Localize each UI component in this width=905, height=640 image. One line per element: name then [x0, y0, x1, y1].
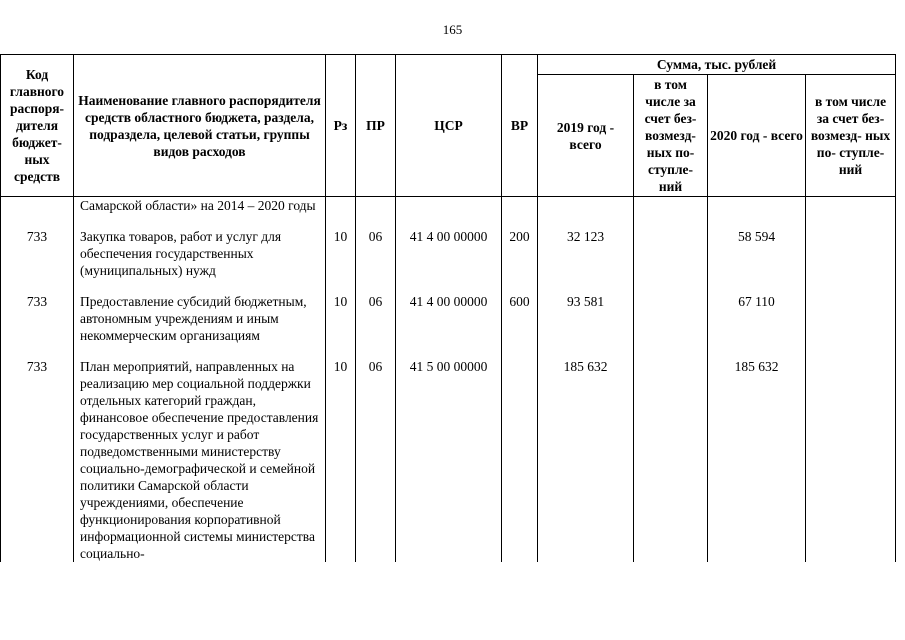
row-2019-total: 32 123	[538, 228, 634, 279]
row-csr: 41 4 00 00000	[396, 228, 502, 279]
row-vr	[502, 358, 538, 562]
row-pr: 06	[356, 293, 396, 344]
header-pr: ПР	[356, 55, 396, 197]
row-2020-total: 185 632	[708, 358, 806, 562]
row-code: 733	[1, 228, 74, 279]
row-2019-free	[634, 358, 708, 562]
header-2019-free: в том числе за счет без- возмезд- ных по- ступле- ний	[634, 75, 708, 197]
header-name: Наименование главного распорядителя средств областного бюджета, раздела, подраздела, целевой статьи, группы видов расходов	[74, 55, 326, 197]
row-rz: 10	[326, 293, 356, 344]
row-name: Закупка товаров, работ и услуг для обеспечения государственных (муниципальных) нужд	[74, 228, 326, 279]
header-vr: ВР	[502, 55, 538, 197]
row-name: Предоставление субсидий бюджетным, автономным учреждениям и иным некоммерческим организациям	[74, 293, 326, 344]
row-2020-free	[806, 293, 896, 344]
header-2020-free: в том числе за счет без- возмезд- ных по- ступле- ний	[806, 75, 896, 197]
row-rz: 10	[326, 358, 356, 562]
header-rz: Рз	[326, 55, 356, 197]
row-name: План мероприятий, направленных на реализацию мер социальной поддержки отдельных категорий граждан, финансовое обеспечение предоставления государственных услуг и работ подведомственными министерству социально-демографической и семейной политики Самарской области учреждениями, обеспечение функционирования корпоративной информационной системы министерства социально-	[74, 358, 326, 562]
row-2019-free	[634, 228, 708, 279]
row-2019-total: 185 632	[538, 358, 634, 562]
budget-table	[0, 54, 896, 562]
row-2020-total: 58 594	[708, 228, 806, 279]
row-csr: 41 4 00 00000	[396, 293, 502, 344]
row-rz: 10	[326, 228, 356, 279]
row-2020-free	[806, 358, 896, 562]
row-code: 733	[1, 293, 74, 344]
row-vr: 600	[502, 293, 538, 344]
header-2019-total: 2019 год - всего	[538, 75, 634, 197]
row-vr: 200	[502, 228, 538, 279]
row-2019-free	[634, 293, 708, 344]
row-2019-total: 93 581	[538, 293, 634, 344]
table-row	[1, 293, 896, 344]
header-csr: ЦСР	[396, 55, 502, 197]
table-row	[1, 358, 896, 562]
continuation-row	[1, 197, 896, 215]
header-code: Код главного распоря- дителя бюджет- ных средств	[1, 55, 74, 197]
row-pr: 06	[356, 228, 396, 279]
row-2020-free	[806, 228, 896, 279]
header-sum-group: Сумма, тыс. рублей	[538, 55, 896, 75]
header-2020-total: 2020 год - всего	[708, 75, 806, 197]
row-pr: 06	[356, 358, 396, 562]
table-row	[1, 228, 896, 279]
page-number: 165	[442, 22, 463, 37]
row-code: 733	[1, 358, 74, 562]
continuation-name: Самарской области» на 2014 – 2020 годы	[74, 197, 326, 215]
row-csr: 41 5 00 00000	[396, 358, 502, 562]
row-2020-total: 67 110	[708, 293, 806, 344]
